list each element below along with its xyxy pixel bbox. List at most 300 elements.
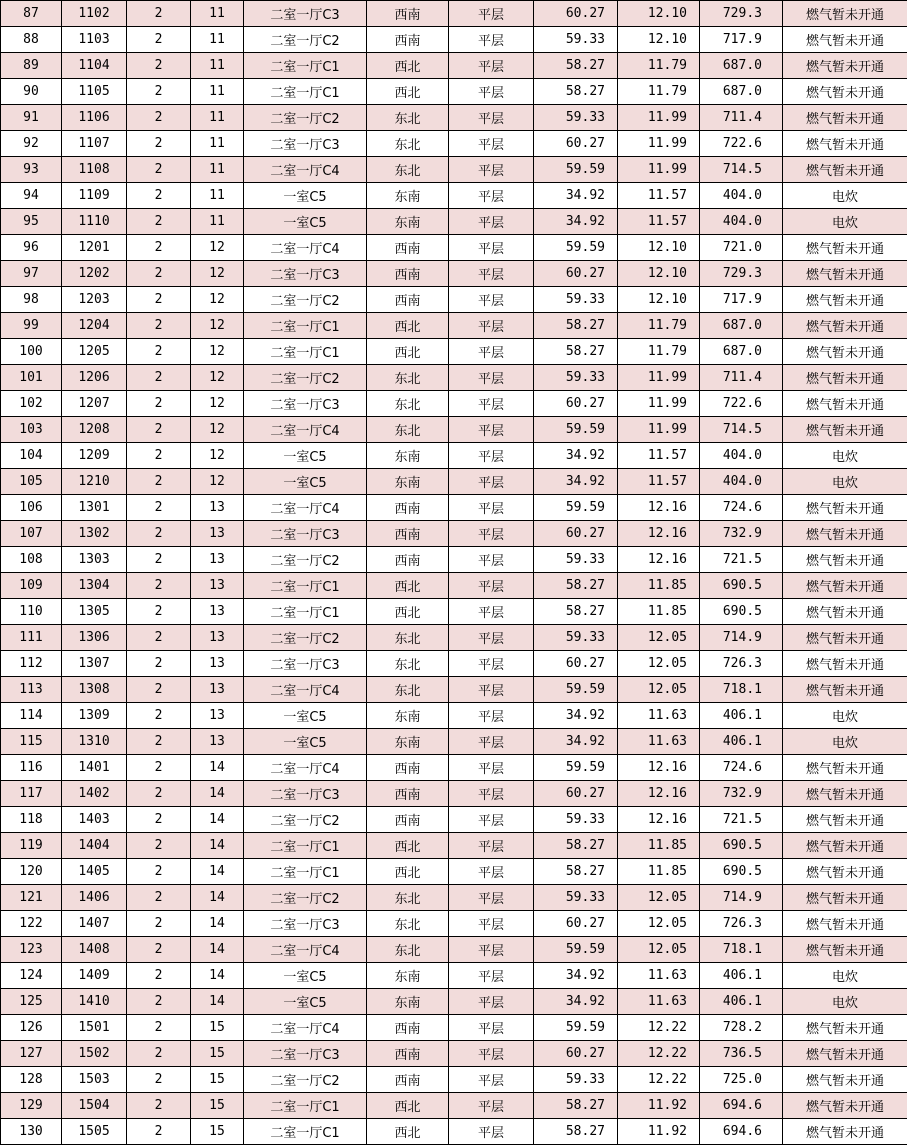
cell-total: 404.0 bbox=[700, 469, 783, 495]
cell-structure: 平层 bbox=[449, 53, 534, 79]
cell-floor: 14 bbox=[191, 963, 244, 989]
cell-room: 1402 bbox=[62, 781, 127, 807]
cell-room: 1301 bbox=[62, 495, 127, 521]
cell-orientation: 东北 bbox=[367, 157, 449, 183]
table-row bbox=[1, 781, 907, 807]
cell-area: 58.27 bbox=[534, 573, 618, 599]
cell-room: 1202 bbox=[62, 261, 127, 287]
cell-layout: 一室C5 bbox=[244, 989, 367, 1015]
cell-unit: 2 bbox=[127, 417, 191, 443]
cell-total: 714.9 bbox=[700, 885, 783, 911]
cell-pool: 12.05 bbox=[618, 677, 700, 703]
table-row bbox=[1, 937, 907, 963]
cell-area: 58.27 bbox=[534, 53, 618, 79]
cell-structure: 平层 bbox=[449, 157, 534, 183]
cell-structure: 平层 bbox=[449, 599, 534, 625]
cell-seq: 110 bbox=[1, 599, 62, 625]
cell-room: 1103 bbox=[62, 27, 127, 53]
table-row bbox=[1, 209, 907, 235]
cell-orientation: 东南 bbox=[367, 469, 449, 495]
cell-layout: 二室一厅C1 bbox=[244, 1093, 367, 1119]
cell-structure: 平层 bbox=[449, 131, 534, 157]
cell-pool: 11.85 bbox=[618, 573, 700, 599]
cell-total: 736.5 bbox=[700, 1041, 783, 1067]
cell-orientation: 西南 bbox=[367, 1015, 449, 1041]
cell-structure: 平层 bbox=[449, 79, 534, 105]
cell-structure: 平层 bbox=[449, 521, 534, 547]
cell-floor: 14 bbox=[191, 755, 244, 781]
cell-seq: 93 bbox=[1, 157, 62, 183]
table-row bbox=[1, 1015, 907, 1041]
cell-orientation: 西北 bbox=[367, 79, 449, 105]
cell-pool: 12.10 bbox=[618, 27, 700, 53]
cell-unit: 2 bbox=[127, 885, 191, 911]
cell-pool: 11.57 bbox=[618, 443, 700, 469]
cell-layout: 二室一厅C3 bbox=[244, 911, 367, 937]
cell-total: 406.1 bbox=[700, 963, 783, 989]
cell-pool: 12.16 bbox=[618, 807, 700, 833]
cell-orientation: 西南 bbox=[367, 261, 449, 287]
cell-layout: 二室一厅C1 bbox=[244, 339, 367, 365]
cell-layout: 二室一厅C1 bbox=[244, 53, 367, 79]
cell-gas: 燃气暂未开通 bbox=[783, 625, 907, 651]
cell-gas: 燃气暂未开通 bbox=[783, 573, 907, 599]
cell-seq: 118 bbox=[1, 807, 62, 833]
cell-gas: 燃气暂未开通 bbox=[783, 1093, 907, 1119]
cell-orientation: 西北 bbox=[367, 313, 449, 339]
cell-area: 60.27 bbox=[534, 781, 618, 807]
cell-area: 60.27 bbox=[534, 1, 618, 27]
table-row bbox=[1, 339, 907, 365]
cell-orientation: 西南 bbox=[367, 495, 449, 521]
cell-floor: 12 bbox=[191, 443, 244, 469]
cell-total: 721.5 bbox=[700, 547, 783, 573]
cell-unit: 2 bbox=[127, 573, 191, 599]
cell-seq: 116 bbox=[1, 755, 62, 781]
cell-seq: 128 bbox=[1, 1067, 62, 1093]
cell-unit: 2 bbox=[127, 287, 191, 313]
cell-gas: 燃气暂未开通 bbox=[783, 937, 907, 963]
cell-seq: 125 bbox=[1, 989, 62, 1015]
cell-gas: 燃气暂未开通 bbox=[783, 1067, 907, 1093]
cell-total: 717.9 bbox=[700, 287, 783, 313]
cell-orientation: 西北 bbox=[367, 599, 449, 625]
cell-floor: 13 bbox=[191, 729, 244, 755]
cell-room: 1407 bbox=[62, 911, 127, 937]
cell-seq: 119 bbox=[1, 833, 62, 859]
cell-total: 404.0 bbox=[700, 183, 783, 209]
cell-unit: 2 bbox=[127, 79, 191, 105]
cell-seq: 121 bbox=[1, 885, 62, 911]
cell-structure: 平层 bbox=[449, 833, 534, 859]
cell-seq: 103 bbox=[1, 417, 62, 443]
cell-gas: 电炊 bbox=[783, 469, 907, 495]
cell-structure: 平层 bbox=[449, 859, 534, 885]
cell-structure: 平层 bbox=[449, 547, 534, 573]
cell-gas: 燃气暂未开通 bbox=[783, 391, 907, 417]
cell-pool: 11.63 bbox=[618, 963, 700, 989]
cell-pool: 11.85 bbox=[618, 833, 700, 859]
cell-total: 717.9 bbox=[700, 27, 783, 53]
cell-area: 58.27 bbox=[534, 1119, 618, 1145]
cell-layout: 二室一厅C2 bbox=[244, 365, 367, 391]
cell-unit: 2 bbox=[127, 807, 191, 833]
cell-gas: 燃气暂未开通 bbox=[783, 781, 907, 807]
cell-gas: 燃气暂未开通 bbox=[783, 495, 907, 521]
cell-unit: 2 bbox=[127, 547, 191, 573]
cell-seq: 89 bbox=[1, 53, 62, 79]
cell-pool: 12.22 bbox=[618, 1015, 700, 1041]
cell-room: 1109 bbox=[62, 183, 127, 209]
cell-total: 690.5 bbox=[700, 599, 783, 625]
table-body bbox=[1, 1, 907, 1145]
cell-floor: 15 bbox=[191, 1041, 244, 1067]
cell-orientation: 东南 bbox=[367, 703, 449, 729]
cell-seq: 94 bbox=[1, 183, 62, 209]
cell-pool: 12.10 bbox=[618, 235, 700, 261]
cell-floor: 13 bbox=[191, 625, 244, 651]
cell-unit: 2 bbox=[127, 235, 191, 261]
cell-layout: 二室一厅C3 bbox=[244, 651, 367, 677]
cell-total: 718.1 bbox=[700, 937, 783, 963]
table-row bbox=[1, 417, 907, 443]
cell-structure: 平层 bbox=[449, 261, 534, 287]
table-row bbox=[1, 807, 907, 833]
cell-unit: 2 bbox=[127, 1041, 191, 1067]
cell-seq: 113 bbox=[1, 677, 62, 703]
table-row bbox=[1, 625, 907, 651]
cell-layout: 一室C5 bbox=[244, 209, 367, 235]
cell-gas: 燃气暂未开通 bbox=[783, 885, 907, 911]
cell-orientation: 东北 bbox=[367, 625, 449, 651]
table-row bbox=[1, 599, 907, 625]
table-row bbox=[1, 27, 907, 53]
cell-structure: 平层 bbox=[449, 1067, 534, 1093]
cell-layout: 二室一厅C4 bbox=[244, 1015, 367, 1041]
cell-room: 1408 bbox=[62, 937, 127, 963]
cell-floor: 14 bbox=[191, 859, 244, 885]
cell-pool: 11.85 bbox=[618, 859, 700, 885]
table-row bbox=[1, 287, 907, 313]
cell-area: 34.92 bbox=[534, 443, 618, 469]
cell-pool: 11.99 bbox=[618, 105, 700, 131]
cell-floor: 14 bbox=[191, 989, 244, 1015]
cell-area: 59.33 bbox=[534, 27, 618, 53]
cell-total: 406.1 bbox=[700, 989, 783, 1015]
cell-area: 59.59 bbox=[534, 937, 618, 963]
cell-gas: 燃气暂未开通 bbox=[783, 157, 907, 183]
cell-gas: 燃气暂未开通 bbox=[783, 1015, 907, 1041]
cell-floor: 11 bbox=[191, 157, 244, 183]
cell-pool: 11.99 bbox=[618, 417, 700, 443]
cell-total: 721.0 bbox=[700, 235, 783, 261]
cell-area: 59.33 bbox=[534, 807, 618, 833]
cell-structure: 平层 bbox=[449, 417, 534, 443]
cell-seq: 130 bbox=[1, 1119, 62, 1145]
table-row bbox=[1, 1067, 907, 1093]
cell-area: 59.59 bbox=[534, 417, 618, 443]
cell-seq: 104 bbox=[1, 443, 62, 469]
cell-pool: 11.63 bbox=[618, 989, 700, 1015]
cell-orientation: 西南 bbox=[367, 287, 449, 313]
cell-pool: 12.22 bbox=[618, 1067, 700, 1093]
cell-room: 1501 bbox=[62, 1015, 127, 1041]
cell-area: 34.92 bbox=[534, 729, 618, 755]
cell-layout: 二室一厅C1 bbox=[244, 599, 367, 625]
table-row bbox=[1, 443, 907, 469]
cell-layout: 二室一厅C1 bbox=[244, 859, 367, 885]
cell-unit: 2 bbox=[127, 781, 191, 807]
cell-structure: 平层 bbox=[449, 703, 534, 729]
cell-gas: 燃气暂未开通 bbox=[783, 833, 907, 859]
cell-structure: 平层 bbox=[449, 755, 534, 781]
cell-total: 687.0 bbox=[700, 339, 783, 365]
cell-floor: 13 bbox=[191, 521, 244, 547]
cell-orientation: 东北 bbox=[367, 937, 449, 963]
cell-room: 1504 bbox=[62, 1093, 127, 1119]
cell-unit: 2 bbox=[127, 1015, 191, 1041]
cell-pool: 12.05 bbox=[618, 911, 700, 937]
cell-layout: 一室C5 bbox=[244, 469, 367, 495]
cell-area: 59.59 bbox=[534, 755, 618, 781]
cell-area: 59.33 bbox=[534, 105, 618, 131]
cell-floor: 12 bbox=[191, 261, 244, 287]
cell-gas: 燃气暂未开通 bbox=[783, 287, 907, 313]
cell-pool: 11.79 bbox=[618, 339, 700, 365]
cell-floor: 14 bbox=[191, 885, 244, 911]
cell-structure: 平层 bbox=[449, 209, 534, 235]
cell-room: 1505 bbox=[62, 1119, 127, 1145]
cell-orientation: 东南 bbox=[367, 963, 449, 989]
cell-unit: 2 bbox=[127, 53, 191, 79]
cell-gas: 燃气暂未开通 bbox=[783, 1041, 907, 1067]
cell-unit: 2 bbox=[127, 599, 191, 625]
cell-gas: 燃气暂未开通 bbox=[783, 651, 907, 677]
cell-gas: 燃气暂未开通 bbox=[783, 365, 907, 391]
cell-unit: 2 bbox=[127, 937, 191, 963]
cell-seq: 96 bbox=[1, 235, 62, 261]
cell-layout: 二室一厅C2 bbox=[244, 807, 367, 833]
cell-area: 34.92 bbox=[534, 989, 618, 1015]
cell-floor: 15 bbox=[191, 1093, 244, 1119]
cell-gas: 燃气暂未开通 bbox=[783, 599, 907, 625]
cell-orientation: 西北 bbox=[367, 1119, 449, 1145]
cell-orientation: 西南 bbox=[367, 1, 449, 27]
cell-seq: 90 bbox=[1, 79, 62, 105]
cell-floor: 13 bbox=[191, 495, 244, 521]
cell-pool: 12.16 bbox=[618, 781, 700, 807]
cell-layout: 一室C5 bbox=[244, 443, 367, 469]
cell-gas: 电炊 bbox=[783, 729, 907, 755]
cell-room: 1308 bbox=[62, 677, 127, 703]
cell-room: 1409 bbox=[62, 963, 127, 989]
cell-unit: 2 bbox=[127, 833, 191, 859]
cell-room: 1110 bbox=[62, 209, 127, 235]
cell-seq: 98 bbox=[1, 287, 62, 313]
table-row bbox=[1, 261, 907, 287]
cell-orientation: 东南 bbox=[367, 183, 449, 209]
table-row bbox=[1, 729, 907, 755]
cell-orientation: 西北 bbox=[367, 339, 449, 365]
cell-gas: 燃气暂未开通 bbox=[783, 859, 907, 885]
cell-pool: 11.63 bbox=[618, 703, 700, 729]
cell-layout: 二室一厅C4 bbox=[244, 157, 367, 183]
cell-orientation: 西南 bbox=[367, 521, 449, 547]
table-row bbox=[1, 365, 907, 391]
cell-layout: 一室C5 bbox=[244, 703, 367, 729]
cell-structure: 平层 bbox=[449, 781, 534, 807]
cell-pool: 11.57 bbox=[618, 183, 700, 209]
cell-structure: 平层 bbox=[449, 1041, 534, 1067]
cell-room: 1406 bbox=[62, 885, 127, 911]
cell-layout: 二室一厅C3 bbox=[244, 1041, 367, 1067]
cell-room: 1207 bbox=[62, 391, 127, 417]
cell-seq: 105 bbox=[1, 469, 62, 495]
cell-seq: 92 bbox=[1, 131, 62, 157]
cell-floor: 12 bbox=[191, 287, 244, 313]
cell-layout: 二室一厅C3 bbox=[244, 261, 367, 287]
cell-layout: 一室C5 bbox=[244, 183, 367, 209]
cell-seq: 108 bbox=[1, 547, 62, 573]
cell-structure: 平层 bbox=[449, 885, 534, 911]
table-row bbox=[1, 131, 907, 157]
cell-structure: 平层 bbox=[449, 495, 534, 521]
cell-floor: 14 bbox=[191, 807, 244, 833]
cell-pool: 11.63 bbox=[618, 729, 700, 755]
cell-structure: 平层 bbox=[449, 651, 534, 677]
table-row bbox=[1, 989, 907, 1015]
cell-room: 1302 bbox=[62, 521, 127, 547]
cell-unit: 2 bbox=[127, 183, 191, 209]
cell-layout: 二室一厅C2 bbox=[244, 287, 367, 313]
cell-layout: 二室一厅C3 bbox=[244, 131, 367, 157]
cell-area: 60.27 bbox=[534, 521, 618, 547]
cell-floor: 14 bbox=[191, 833, 244, 859]
cell-structure: 平层 bbox=[449, 183, 534, 209]
cell-orientation: 东北 bbox=[367, 911, 449, 937]
cell-area: 60.27 bbox=[534, 1041, 618, 1067]
cell-gas: 电炊 bbox=[783, 963, 907, 989]
cell-area: 59.59 bbox=[534, 157, 618, 183]
cell-layout: 二室一厅C3 bbox=[244, 781, 367, 807]
cell-room: 1106 bbox=[62, 105, 127, 131]
cell-area: 59.59 bbox=[534, 1015, 618, 1041]
cell-area: 60.27 bbox=[534, 261, 618, 287]
cell-total: 729.3 bbox=[700, 1, 783, 27]
cell-seq: 124 bbox=[1, 963, 62, 989]
cell-structure: 平层 bbox=[449, 963, 534, 989]
table-row bbox=[1, 79, 907, 105]
cell-total: 687.0 bbox=[700, 313, 783, 339]
cell-orientation: 东南 bbox=[367, 443, 449, 469]
cell-gas: 电炊 bbox=[783, 183, 907, 209]
cell-structure: 平层 bbox=[449, 391, 534, 417]
cell-orientation: 西南 bbox=[367, 235, 449, 261]
cell-total: 725.0 bbox=[700, 1067, 783, 1093]
cell-floor: 15 bbox=[191, 1067, 244, 1093]
cell-layout: 二室一厅C3 bbox=[244, 391, 367, 417]
cell-unit: 2 bbox=[127, 469, 191, 495]
table-row bbox=[1, 157, 907, 183]
table-row bbox=[1, 313, 907, 339]
cell-unit: 2 bbox=[127, 365, 191, 391]
cell-layout: 二室一厅C2 bbox=[244, 547, 367, 573]
cell-structure: 平层 bbox=[449, 27, 534, 53]
cell-room: 1502 bbox=[62, 1041, 127, 1067]
cell-pool: 11.79 bbox=[618, 53, 700, 79]
cell-gas: 燃气暂未开通 bbox=[783, 27, 907, 53]
cell-area: 58.27 bbox=[534, 1093, 618, 1119]
cell-floor: 11 bbox=[191, 1, 244, 27]
cell-total: 687.0 bbox=[700, 53, 783, 79]
cell-gas: 燃气暂未开通 bbox=[783, 417, 907, 443]
cell-structure: 平层 bbox=[449, 365, 534, 391]
cell-unit: 2 bbox=[127, 339, 191, 365]
cell-orientation: 西北 bbox=[367, 573, 449, 599]
cell-floor: 12 bbox=[191, 365, 244, 391]
cell-room: 1401 bbox=[62, 755, 127, 781]
cell-orientation: 西北 bbox=[367, 1093, 449, 1119]
cell-orientation: 东北 bbox=[367, 105, 449, 131]
cell-room: 1209 bbox=[62, 443, 127, 469]
cell-total: 690.5 bbox=[700, 859, 783, 885]
table-row bbox=[1, 235, 907, 261]
table-row bbox=[1, 573, 907, 599]
cell-orientation: 东北 bbox=[367, 885, 449, 911]
table-row bbox=[1, 755, 907, 781]
cell-orientation: 西北 bbox=[367, 833, 449, 859]
cell-floor: 11 bbox=[191, 27, 244, 53]
cell-structure: 平层 bbox=[449, 911, 534, 937]
cell-pool: 11.99 bbox=[618, 391, 700, 417]
cell-gas: 燃气暂未开通 bbox=[783, 1119, 907, 1145]
cell-structure: 平层 bbox=[449, 625, 534, 651]
cell-total: 694.6 bbox=[700, 1119, 783, 1145]
cell-pool: 11.85 bbox=[618, 599, 700, 625]
cell-room: 1205 bbox=[62, 339, 127, 365]
cell-total: 711.4 bbox=[700, 105, 783, 131]
cell-floor: 11 bbox=[191, 183, 244, 209]
cell-seq: 111 bbox=[1, 625, 62, 651]
cell-floor: 12 bbox=[191, 391, 244, 417]
cell-room: 1203 bbox=[62, 287, 127, 313]
cell-total: 694.6 bbox=[700, 1093, 783, 1119]
cell-total: 714.5 bbox=[700, 417, 783, 443]
cell-area: 58.27 bbox=[534, 833, 618, 859]
cell-room: 1107 bbox=[62, 131, 127, 157]
cell-gas: 燃气暂未开通 bbox=[783, 79, 907, 105]
cell-pool: 12.05 bbox=[618, 885, 700, 911]
cell-area: 60.27 bbox=[534, 911, 618, 937]
cell-layout: 二室一厅C1 bbox=[244, 79, 367, 105]
cell-pool: 12.05 bbox=[618, 937, 700, 963]
cell-structure: 平层 bbox=[449, 1, 534, 27]
cell-structure: 平层 bbox=[449, 313, 534, 339]
cell-total: 714.9 bbox=[700, 625, 783, 651]
cell-orientation: 西南 bbox=[367, 807, 449, 833]
table-row bbox=[1, 53, 907, 79]
cell-structure: 平层 bbox=[449, 677, 534, 703]
cell-floor: 11 bbox=[191, 131, 244, 157]
cell-seq: 123 bbox=[1, 937, 62, 963]
table-row bbox=[1, 521, 907, 547]
cell-orientation: 东北 bbox=[367, 677, 449, 703]
cell-layout: 一室C5 bbox=[244, 963, 367, 989]
cell-area: 59.59 bbox=[534, 495, 618, 521]
cell-structure: 平层 bbox=[449, 937, 534, 963]
cell-structure: 平层 bbox=[449, 989, 534, 1015]
cell-total: 406.1 bbox=[700, 729, 783, 755]
